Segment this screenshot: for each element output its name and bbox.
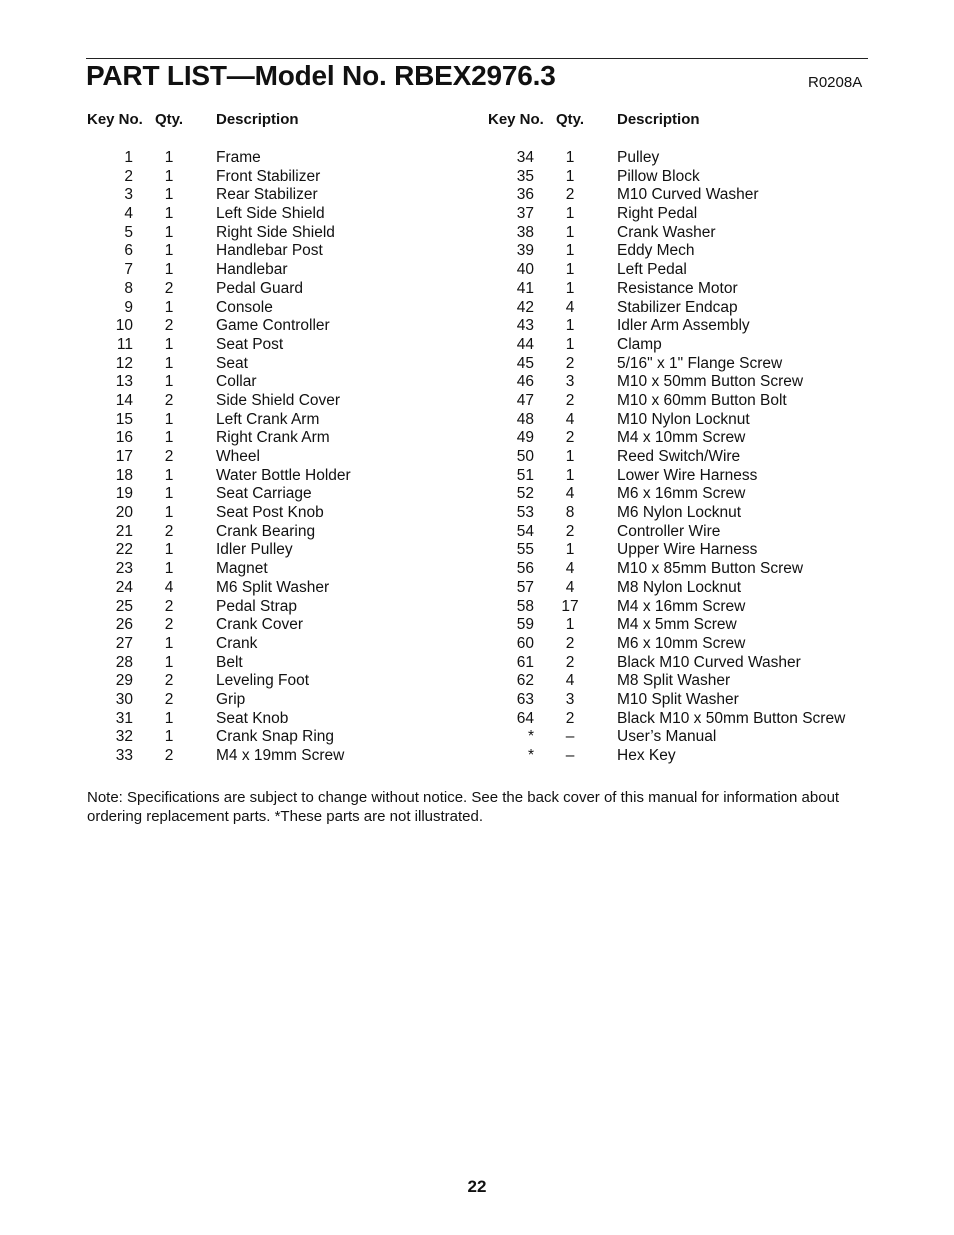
part-key-number: 40 <box>516 261 534 279</box>
part-quantity: 1 <box>164 504 174 522</box>
part-description: M8 Split Washer <box>617 672 731 690</box>
part-key-number: 41 <box>516 279 534 297</box>
part-quantity: 4 <box>164 578 174 596</box>
part-key-number: 19 <box>115 485 133 503</box>
part-key-number: 45 <box>516 354 534 372</box>
part-key-number: 34 <box>516 149 534 166</box>
part-description: Collar <box>216 373 257 391</box>
part-quantity: 1 <box>164 167 174 185</box>
part-description: Left Side Shield <box>216 205 325 223</box>
part-key-number: 62 <box>516 672 534 690</box>
part-description: Crank Cover <box>216 616 303 634</box>
part-quantity: 4 <box>565 672 575 690</box>
part-key-number: 48 <box>516 410 534 428</box>
part-key-number: 10 <box>115 317 133 335</box>
part-quantity: 2 <box>164 279 174 297</box>
part-key-number: 29 <box>115 672 133 690</box>
part-quantity: 4 <box>565 578 575 596</box>
part-description: M10 Nylon Locknut <box>617 410 750 428</box>
part-key-number: 56 <box>516 560 534 578</box>
part-key-number: 20 <box>115 504 133 522</box>
part-key-number: 3 <box>124 186 133 204</box>
part-quantity: 2 <box>164 317 174 335</box>
part-quantity: 1 <box>164 298 174 316</box>
part-quantity: 1 <box>565 541 575 559</box>
page-number: 22 <box>467 1177 487 1196</box>
part-description: M10 x 50mm Button Screw <box>617 373 804 391</box>
part-description: M10 x 60mm Button Bolt <box>617 391 787 409</box>
part-description: Controller Wire <box>617 522 721 540</box>
part-quantity: 2 <box>565 634 575 652</box>
part-key-number: 44 <box>516 335 534 353</box>
part-quantity: 2 <box>565 522 575 540</box>
page-title: PART LIST—Model No. RBEX2976.3 <box>86 60 556 91</box>
part-description: Crank Washer <box>617 223 716 241</box>
part-quantity: 1 <box>164 223 174 241</box>
part-description: Right Crank Arm <box>216 429 330 447</box>
part-quantity: 2 <box>565 354 575 372</box>
part-description: Left Pedal <box>617 261 687 279</box>
part-description: Handlebar <box>216 261 288 279</box>
part-quantity: 1 <box>164 541 174 559</box>
part-quantity: 2 <box>164 522 174 540</box>
part-quantity: 2 <box>565 709 575 727</box>
part-key-number: 28 <box>115 653 133 671</box>
part-key-number: 35 <box>516 167 534 185</box>
part-quantity: 1 <box>164 149 174 166</box>
part-quantity: 1 <box>565 205 575 223</box>
part-description: Belt <box>216 653 243 671</box>
column-header-key: Key No. <box>87 111 143 128</box>
part-quantity: 1 <box>565 223 575 241</box>
part-quantity: 1 <box>164 242 174 260</box>
part-description: M10 Split Washer <box>617 690 739 708</box>
part-key-number: 50 <box>516 448 534 465</box>
part-key-number: 16 <box>115 429 133 447</box>
part-description: M4 x 19mm Screw <box>216 747 345 764</box>
part-quantity: 1 <box>164 335 174 353</box>
part-description: Rear Stabilizer <box>216 186 318 204</box>
part-key-number: 61 <box>516 653 534 671</box>
part-quantity: 1 <box>565 242 575 260</box>
part-key-number: 27 <box>115 634 133 652</box>
part-description: M10 x 85mm Button Screw <box>617 560 804 578</box>
part-key-number: 38 <box>516 223 534 241</box>
part-key-number: * <box>527 728 534 746</box>
part-description: Seat <box>216 354 248 372</box>
part-key-number: 7 <box>124 261 133 279</box>
part-key-number: 33 <box>115 747 133 764</box>
part-description: Magnet <box>216 560 268 578</box>
part-quantity: 1 <box>164 485 174 503</box>
part-key-number: 51 <box>516 466 534 484</box>
part-description: M4 x 10mm Screw <box>617 429 746 447</box>
part-key-number: * <box>527 747 534 764</box>
part-quantity: 3 <box>565 373 575 391</box>
part-description: Lower Wire Harness <box>617 466 758 484</box>
part-quantity: 2 <box>164 448 174 465</box>
part-quantity: 1 <box>565 261 575 279</box>
part-quantity: 2 <box>164 616 174 634</box>
part-description: Seat Post Knob <box>216 504 324 522</box>
column-header-description: Description <box>617 111 700 128</box>
part-description: Wheel <box>216 448 260 465</box>
part-quantity: 4 <box>565 560 575 578</box>
part-description: M6 Split Washer <box>216 578 330 596</box>
part-quantity: 8 <box>565 504 575 522</box>
part-quantity: 1 <box>164 429 174 447</box>
part-quantity: 1 <box>164 261 174 279</box>
part-description: Side Shield Cover <box>216 391 341 409</box>
part-key-number: 46 <box>516 373 534 391</box>
part-quantity: 1 <box>565 448 575 465</box>
part-description: Water Bottle Holder <box>216 466 351 484</box>
part-quantity: 2 <box>164 747 174 764</box>
part-key-number: 9 <box>124 298 133 316</box>
part-quantity: 1 <box>164 205 174 223</box>
part-quantity: 1 <box>565 466 575 484</box>
column-header-key: Key No. <box>488 111 544 128</box>
part-key-number: 8 <box>124 279 133 297</box>
part-description: 5/16" x 1" Flange Screw <box>617 354 783 372</box>
part-quantity: – <box>565 728 575 746</box>
part-key-number: 23 <box>115 560 133 578</box>
part-description: M4 x 5mm Screw <box>617 616 737 634</box>
part-description: Handlebar Post <box>216 242 323 260</box>
part-quantity: 1 <box>565 279 575 297</box>
part-description: Right Pedal <box>617 205 698 223</box>
part-key-number: 1 <box>124 149 133 166</box>
part-quantity: 1 <box>164 410 174 428</box>
part-key-number: 49 <box>516 429 534 447</box>
part-quantity: 1 <box>164 354 174 372</box>
part-quantity: 2 <box>164 391 174 409</box>
part-description: Leveling Foot <box>216 672 310 690</box>
part-key-number: 13 <box>115 373 133 391</box>
part-description: M10 Curved Washer <box>617 186 759 204</box>
part-description: Right Side Shield <box>216 223 335 241</box>
part-key-number: 47 <box>516 391 534 409</box>
part-description: M6 Nylon Locknut <box>617 504 742 522</box>
part-key-number: 42 <box>516 298 534 316</box>
part-quantity: 4 <box>565 410 575 428</box>
part-description: Seat Knob <box>216 709 289 727</box>
part-description: Idler Arm Assembly <box>617 317 750 335</box>
part-key-number: 55 <box>516 541 534 559</box>
part-description: Crank <box>216 634 258 652</box>
part-description: Idler Pulley <box>216 541 293 559</box>
part-key-number: 54 <box>516 522 534 540</box>
part-description: Resistance Motor <box>617 279 738 297</box>
part-description: M4 x 16mm Screw <box>617 597 746 615</box>
part-quantity: 1 <box>164 634 174 652</box>
part-quantity: 1 <box>565 149 575 166</box>
part-key-number: 59 <box>516 616 534 634</box>
part-description: Black M10 Curved Washer <box>617 653 801 671</box>
part-description: M6 x 10mm Screw <box>617 634 746 652</box>
part-description: Upper Wire Harness <box>617 541 758 559</box>
part-quantity: 2 <box>164 672 174 690</box>
part-description: Pedal Guard <box>216 279 304 297</box>
part-key-number: 64 <box>516 709 534 727</box>
part-quantity: 4 <box>565 485 575 503</box>
part-key-number: 17 <box>115 448 133 465</box>
part-description: Pillow Block <box>617 167 700 185</box>
part-key-number: 15 <box>115 410 133 428</box>
column-header-qty: Qty. <box>155 111 184 128</box>
part-key-number: 37 <box>516 205 534 223</box>
part-key-number: 57 <box>516 578 534 596</box>
part-description: Clamp <box>617 335 662 353</box>
part-quantity: 2 <box>164 690 174 708</box>
part-description: Eddy Mech <box>617 242 695 260</box>
part-quantity: 1 <box>164 466 174 484</box>
part-key-number: 39 <box>516 242 534 260</box>
part-description: M8 Nylon Locknut <box>617 578 742 596</box>
part-key-number: 22 <box>115 541 133 559</box>
part-description: Hex Key <box>617 747 676 764</box>
part-description: Black M10 x 50mm Button Screw <box>617 709 846 727</box>
part-key-number: 6 <box>124 242 133 260</box>
part-key-number: 12 <box>115 354 133 372</box>
part-key-number: 53 <box>516 504 534 522</box>
part-key-number: 31 <box>115 709 133 727</box>
part-key-number: 43 <box>516 317 534 335</box>
part-quantity: 1 <box>164 373 174 391</box>
footnote: Note: Specifications are subject to change without notice. See the back cover of this manual for information about ordering replacement parts. *These parts are not illustrated. <box>87 789 840 825</box>
part-description: Game Controller <box>216 317 330 335</box>
part-description: Left Crank Arm <box>216 410 320 428</box>
part-key-number: 60 <box>516 634 534 652</box>
part-quantity: 2 <box>164 597 174 615</box>
part-key-number: 58 <box>516 597 534 615</box>
part-quantity: 2 <box>565 653 575 671</box>
part-key-number: 25 <box>115 597 133 615</box>
part-description: Pulley <box>617 149 660 166</box>
part-quantity: 1 <box>164 560 174 578</box>
document-code: R0208A <box>808 74 863 91</box>
part-description: Pedal Strap <box>216 597 297 615</box>
part-key-number: 18 <box>115 466 133 484</box>
part-quantity: 1 <box>164 186 174 204</box>
part-quantity: 1 <box>164 653 174 671</box>
part-key-number: 63 <box>516 690 534 708</box>
part-quantity: 3 <box>565 690 575 708</box>
part-description: Crank Snap Ring <box>216 728 335 746</box>
part-key-number: 32 <box>115 728 133 746</box>
part-quantity: 1 <box>565 335 575 353</box>
part-description: Seat Post <box>216 335 284 353</box>
column-header-qty: Qty. <box>556 111 585 128</box>
part-description: Console <box>216 298 273 316</box>
part-key-number: 36 <box>516 186 534 204</box>
part-key-number: 52 <box>516 485 534 503</box>
part-description: Crank Bearing <box>216 522 316 540</box>
part-key-number: 21 <box>115 522 133 540</box>
part-key-number: 2 <box>124 167 133 185</box>
part-description: Seat Carriage <box>216 485 312 503</box>
part-quantity: 1 <box>565 317 575 335</box>
part-key-number: 5 <box>124 223 133 241</box>
part-quantity: 2 <box>565 429 575 447</box>
part-description: Front Stabilizer <box>216 167 321 185</box>
part-quantity: – <box>565 747 575 764</box>
part-description: User’s Manual <box>617 728 717 746</box>
part-quantity: 1 <box>565 167 575 185</box>
part-key-number: 24 <box>115 578 133 596</box>
part-quantity: 4 <box>565 298 575 316</box>
part-quantity: 17 <box>561 597 579 615</box>
part-key-number: 26 <box>115 616 133 634</box>
top-rule <box>86 58 868 59</box>
part-quantity: 2 <box>565 391 575 409</box>
part-description: Grip <box>216 690 246 708</box>
part-description: Stabilizer Endcap <box>617 298 738 316</box>
part-quantity: 1 <box>565 616 575 634</box>
column-header-description: Description <box>216 111 299 128</box>
part-key-number: 4 <box>124 205 133 223</box>
part-key-number: 11 <box>116 335 133 353</box>
part-quantity: 1 <box>164 709 174 727</box>
part-description: M6 x 16mm Screw <box>617 485 746 503</box>
part-description: Reed Switch/Wire <box>617 448 741 465</box>
part-quantity: 2 <box>565 186 575 204</box>
part-description: Frame <box>216 149 261 166</box>
part-quantity: 1 <box>164 728 174 746</box>
part-key-number: 30 <box>115 690 133 708</box>
part-key-number: 14 <box>115 391 133 409</box>
